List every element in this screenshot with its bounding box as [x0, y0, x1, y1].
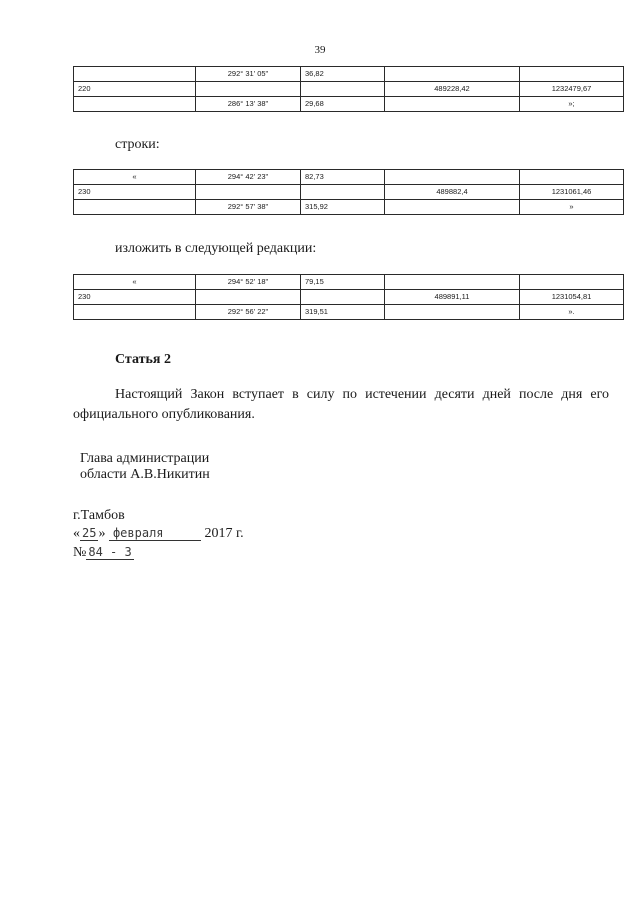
table-cell: 230 — [74, 290, 196, 305]
table-cell: 292° 31' 05" — [196, 67, 301, 82]
law-number-value: 84 - З — [88, 545, 132, 559]
table-cell — [301, 185, 385, 200]
table-cell — [520, 67, 624, 82]
table-row — [74, 305, 624, 320]
table-cell — [196, 290, 301, 305]
table-cell — [385, 67, 520, 82]
table-row — [74, 275, 624, 290]
article-paragraph: Настоящий Закон вступает в силу по истечении десяти дней после дня его официального опубликования. — [73, 387, 609, 422]
table-cell: 489882,4 — [385, 185, 520, 200]
table-cell: 319,51 — [301, 305, 385, 320]
table-row — [74, 290, 624, 305]
table-cell — [385, 305, 520, 320]
table-cell: « — [74, 275, 196, 290]
table-cell: 489891,11 — [385, 290, 520, 305]
table-cell: 292° 56' 22" — [196, 305, 301, 320]
table-cell — [385, 97, 520, 112]
table-cell: » — [520, 200, 624, 215]
date-close-quote: » — [98, 526, 106, 541]
signature-title-line-1: Глава администрации — [80, 451, 210, 466]
table-cell — [385, 275, 520, 290]
table-cell: 230 — [74, 185, 196, 200]
article-title: Статья 2 — [115, 352, 171, 367]
table-cell — [385, 200, 520, 215]
table-row — [74, 200, 624, 215]
page-number: 39 — [314, 44, 326, 56]
table-cell: 79,15 — [301, 275, 385, 290]
table-cell: 36,82 — [301, 67, 385, 82]
table-cell — [196, 185, 301, 200]
table-cell — [74, 200, 196, 215]
table-cell — [301, 290, 385, 305]
table-cell — [520, 170, 624, 185]
table-cell: 220 — [74, 82, 196, 97]
table-cell: 489228,42 — [385, 82, 520, 97]
table-cell: ». — [520, 305, 624, 320]
table-cell: 1231061,46 — [520, 185, 624, 200]
date-year: 2017 г. — [204, 526, 244, 541]
table-row — [74, 67, 624, 82]
coordinates-table-3 — [73, 274, 624, 320]
date-open-quote: « — [73, 526, 80, 541]
law-number — [73, 545, 134, 561]
table-cell: 294° 52' 18" — [196, 275, 301, 290]
table-cell — [74, 67, 196, 82]
signing-date — [73, 526, 244, 542]
table-cell — [196, 82, 301, 97]
table-cell: 1232479,67 — [520, 82, 624, 97]
coordinates-table-1 — [73, 66, 624, 112]
table-cell — [385, 170, 520, 185]
signature-title-line-2: области А.В.Никитин — [80, 467, 210, 482]
date-month: февраля — [109, 526, 201, 541]
table-row — [74, 97, 624, 112]
table-cell: »; — [520, 97, 624, 112]
table-cell: 286° 13' 38" — [196, 97, 301, 112]
table-cell: 29,68 — [301, 97, 385, 112]
table-row — [74, 170, 624, 185]
table-cell: 292° 57' 38" — [196, 200, 301, 215]
text-izlozhit: изложить в следующей редакции: — [115, 241, 317, 256]
table-cell: 1231054,81 — [520, 290, 624, 305]
date-day: 25 — [82, 526, 97, 540]
table-cell: 294° 42' 23" — [196, 170, 301, 185]
table-cell — [74, 97, 196, 112]
place-of-signing: г.Тамбов — [73, 508, 125, 523]
table-cell: 82,73 — [301, 170, 385, 185]
table-cell: 315,92 — [301, 200, 385, 215]
table-cell — [520, 275, 624, 290]
table-row — [74, 82, 624, 97]
coordinates-table-2 — [73, 169, 624, 215]
law-number-prefix: № — [73, 545, 87, 560]
text-stroki: строки: — [115, 137, 160, 152]
table-cell: « — [74, 170, 196, 185]
table-cell — [74, 305, 196, 320]
table-cell — [301, 82, 385, 97]
table-row — [74, 185, 624, 200]
